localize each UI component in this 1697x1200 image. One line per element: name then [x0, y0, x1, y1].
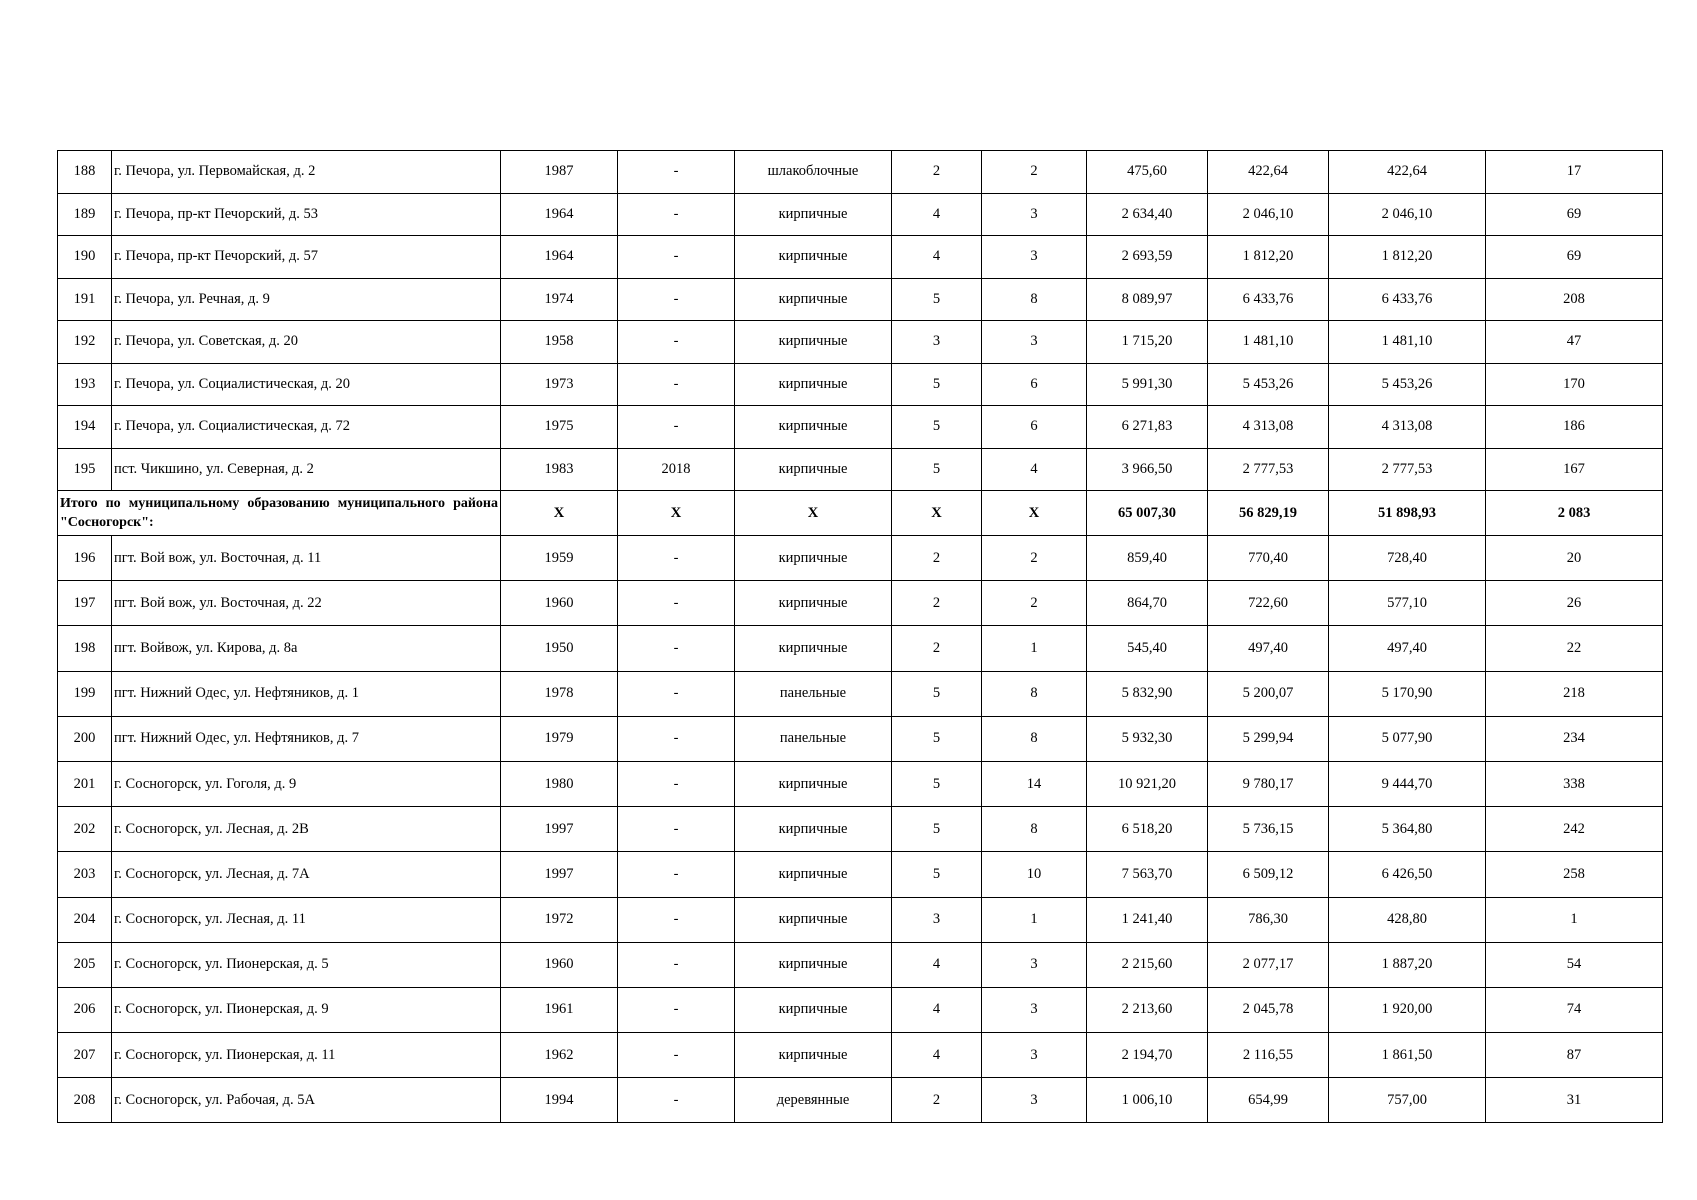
residential-area-cell: 722,60	[1208, 581, 1329, 626]
residents-cell: 20	[1486, 536, 1663, 581]
renovation-year-cell: -	[618, 193, 735, 236]
entrances-cell: 3	[982, 1078, 1087, 1123]
wall-material-cell: кирпичные	[735, 626, 892, 671]
entrances-cell: 6	[982, 363, 1087, 406]
residential-area-cell: 2 046,10	[1208, 193, 1329, 236]
renovation-year-cell: -	[618, 987, 735, 1032]
renovation-year-cell: -	[618, 897, 735, 942]
renovation-year-cell: -	[618, 1078, 735, 1123]
table-body-section-1	[58, 151, 1663, 491]
entrances-cell: 4	[982, 448, 1087, 491]
year-built-cell: 1997	[501, 852, 618, 897]
address-cell: г. Сосногорск, ул. Пионерская, д. 11	[112, 1033, 501, 1078]
year-built-cell: 1997	[501, 807, 618, 852]
table-row	[58, 761, 1663, 806]
residents-cell: 208	[1486, 278, 1663, 321]
renovation-year-cell: -	[618, 536, 735, 581]
residential-area-cell: 9 780,17	[1208, 761, 1329, 806]
address-cell: г. Печора, ул. Социалистическая, д. 72	[112, 406, 501, 449]
floors-cell: 4	[892, 987, 982, 1032]
floors-cell: 5	[892, 807, 982, 852]
private-area-cell: 5 364,80	[1329, 807, 1486, 852]
total-area-cell: 864,70	[1087, 581, 1208, 626]
entrances-cell: 3	[982, 321, 1087, 364]
table-row	[58, 278, 1663, 321]
entrances-cell: 3	[982, 1033, 1087, 1078]
renovation-year-cell: -	[618, 1033, 735, 1078]
total-area-cell: 3 966,50	[1087, 448, 1208, 491]
address-cell: пгт. Войвож, ул. Кирова, д. 8а	[112, 626, 501, 671]
residents-cell: 186	[1486, 406, 1663, 449]
total-area-cell: 1 006,10	[1087, 1078, 1208, 1123]
floors-cell: 4	[892, 236, 982, 279]
row-number: 197	[58, 581, 112, 626]
row-number: 190	[58, 236, 112, 279]
residents-cell: 47	[1486, 321, 1663, 364]
row-number: 196	[58, 536, 112, 581]
residents-cell: 167	[1486, 448, 1663, 491]
renovation-year-cell: -	[618, 716, 735, 761]
residents-cell: 74	[1486, 987, 1663, 1032]
renovation-year-cell: -	[618, 321, 735, 364]
address-cell: г. Сосногорск, ул. Рабочая, д. 5А	[112, 1078, 501, 1123]
entrances-cell: 8	[982, 671, 1087, 716]
renovation-year-cell: 2018	[618, 448, 735, 491]
entrances-cell: 3	[982, 987, 1087, 1032]
total-row	[58, 491, 1663, 536]
renovation-year-cell: -	[618, 581, 735, 626]
renovation-year-cell: -	[618, 151, 735, 194]
wall-material-cell: кирпичные	[735, 363, 892, 406]
row-number: 191	[58, 278, 112, 321]
total-area-cell: 6 518,20	[1087, 807, 1208, 852]
floors-cell: 4	[892, 193, 982, 236]
residents-cell: 234	[1486, 716, 1663, 761]
total-area-cell: 1 241,40	[1087, 897, 1208, 942]
table-row	[58, 626, 1663, 671]
residents-cell: 338	[1486, 761, 1663, 806]
total-residents: 2 083	[1486, 491, 1663, 536]
residents-cell: 69	[1486, 193, 1663, 236]
residents-cell: 17	[1486, 151, 1663, 194]
wall-material-cell: кирпичные	[735, 536, 892, 581]
row-number: 202	[58, 807, 112, 852]
private-area-cell: 497,40	[1329, 626, 1486, 671]
entrances-cell: 1	[982, 626, 1087, 671]
row-number: 194	[58, 406, 112, 449]
entrances-cell: 8	[982, 716, 1087, 761]
table-row	[58, 1033, 1663, 1078]
total-area-cell: 10 921,20	[1087, 761, 1208, 806]
wall-material-cell: кирпичные	[735, 321, 892, 364]
row-number: 201	[58, 761, 112, 806]
total-area-cell: 475,60	[1087, 151, 1208, 194]
private-area-cell: 2 777,53	[1329, 448, 1486, 491]
wall-material-cell: панельные	[735, 671, 892, 716]
table-row	[58, 581, 1663, 626]
entrances-cell: 3	[982, 193, 1087, 236]
residential-area-cell: 786,30	[1208, 897, 1329, 942]
row-number: 204	[58, 897, 112, 942]
total-area-total: 65 007,30	[1087, 491, 1208, 536]
table-body-section-2	[58, 536, 1663, 1123]
total-label: Итого по муниципальному образованию муниципального района "Сосногорск":	[58, 491, 501, 536]
renovation-year-cell: -	[618, 942, 735, 987]
address-cell: пгт. Нижний Одес, ул. Нефтяников, д. 7	[112, 716, 501, 761]
total-area-cell: 5 832,90	[1087, 671, 1208, 716]
year-built-cell: 1960	[501, 581, 618, 626]
entrances-cell: 3	[982, 236, 1087, 279]
renovation-year-cell: -	[618, 236, 735, 279]
entrances-cell: 2	[982, 151, 1087, 194]
residential-area-cell: 1 812,20	[1208, 236, 1329, 279]
entrances-cell: 10	[982, 852, 1087, 897]
floors-cell: 5	[892, 406, 982, 449]
row-number: 208	[58, 1078, 112, 1123]
total-area-cell: 6 271,83	[1087, 406, 1208, 449]
total-year: X	[501, 491, 618, 536]
year-built-cell: 1983	[501, 448, 618, 491]
year-built-cell: 1959	[501, 536, 618, 581]
total-area-cell: 2 213,60	[1087, 987, 1208, 1032]
floors-cell: 5	[892, 363, 982, 406]
private-area-cell: 422,64	[1329, 151, 1486, 194]
private-area-cell: 577,10	[1329, 581, 1486, 626]
wall-material-cell: кирпичные	[735, 193, 892, 236]
address-cell: г. Печора, пр-кт Печорский, д. 53	[112, 193, 501, 236]
floors-cell: 5	[892, 671, 982, 716]
wall-material-cell: панельные	[735, 716, 892, 761]
residents-cell: 258	[1486, 852, 1663, 897]
renovation-year-cell: -	[618, 671, 735, 716]
wall-material-cell: кирпичные	[735, 1033, 892, 1078]
address-cell: г. Сосногорск, ул. Гоголя, д. 9	[112, 761, 501, 806]
residents-cell: 69	[1486, 236, 1663, 279]
floors-cell: 5	[892, 852, 982, 897]
total-area-cell: 2 194,70	[1087, 1033, 1208, 1078]
row-number: 199	[58, 671, 112, 716]
residents-cell: 218	[1486, 671, 1663, 716]
residents-cell: 1	[1486, 897, 1663, 942]
address-cell: г. Сосногорск, ул. Лесная, д. 7А	[112, 852, 501, 897]
wall-material-cell: кирпичные	[735, 278, 892, 321]
residential-area-cell: 770,40	[1208, 536, 1329, 581]
housing-register-table	[57, 150, 1663, 1123]
floors-cell: 4	[892, 942, 982, 987]
residential-area-cell: 2 045,78	[1208, 987, 1329, 1032]
wall-material-cell: кирпичные	[735, 236, 892, 279]
year-built-cell: 1994	[501, 1078, 618, 1123]
total-area-private: 51 898,93	[1329, 491, 1486, 536]
table-row	[58, 671, 1663, 716]
floors-cell: 2	[892, 536, 982, 581]
private-area-cell: 5 170,90	[1329, 671, 1486, 716]
residential-area-cell: 6 509,12	[1208, 852, 1329, 897]
renovation-year-cell: -	[618, 761, 735, 806]
year-built-cell: 1961	[501, 987, 618, 1032]
floors-cell: 3	[892, 321, 982, 364]
row-number: 207	[58, 1033, 112, 1078]
table-row	[58, 363, 1663, 406]
wall-material-cell: кирпичные	[735, 761, 892, 806]
address-cell: пст. Чикшино, ул. Северная, д. 2	[112, 448, 501, 491]
floors-cell: 2	[892, 581, 982, 626]
residents-cell: 22	[1486, 626, 1663, 671]
renovation-year-cell: -	[618, 278, 735, 321]
wall-material-cell: кирпичные	[735, 807, 892, 852]
total-floors: X	[892, 491, 982, 536]
address-cell: пгт. Вой вож, ул. Восточная, д. 22	[112, 581, 501, 626]
table-row	[58, 1078, 1663, 1123]
renovation-year-cell: -	[618, 406, 735, 449]
residents-cell: 31	[1486, 1078, 1663, 1123]
address-cell: г. Печора, ул. Речная, д. 9	[112, 278, 501, 321]
private-area-cell: 9 444,70	[1329, 761, 1486, 806]
private-area-cell: 5 077,90	[1329, 716, 1486, 761]
entrances-cell: 14	[982, 761, 1087, 806]
year-built-cell: 1975	[501, 406, 618, 449]
year-built-cell: 1960	[501, 942, 618, 987]
wall-material-cell: кирпичные	[735, 897, 892, 942]
table-row	[58, 716, 1663, 761]
table-row	[58, 193, 1663, 236]
wall-material-cell: кирпичные	[735, 581, 892, 626]
residential-area-cell: 5 453,26	[1208, 363, 1329, 406]
total-area-cell: 545,40	[1087, 626, 1208, 671]
entrances-cell: 1	[982, 897, 1087, 942]
row-number: 203	[58, 852, 112, 897]
table-row	[58, 321, 1663, 364]
renovation-year-cell: -	[618, 363, 735, 406]
row-number: 192	[58, 321, 112, 364]
private-area-cell: 1 861,50	[1329, 1033, 1486, 1078]
year-built-cell: 1974	[501, 278, 618, 321]
year-built-cell: 1980	[501, 761, 618, 806]
entrances-cell: 2	[982, 581, 1087, 626]
total-renovation: X	[618, 491, 735, 536]
total-area-cell: 5 991,30	[1087, 363, 1208, 406]
year-built-cell: 1958	[501, 321, 618, 364]
wall-material-cell: кирпичные	[735, 942, 892, 987]
residential-area-cell: 5 200,07	[1208, 671, 1329, 716]
floors-cell: 2	[892, 151, 982, 194]
residential-area-cell: 6 433,76	[1208, 278, 1329, 321]
private-area-cell: 6 433,76	[1329, 278, 1486, 321]
residential-area-cell: 1 481,10	[1208, 321, 1329, 364]
total-area-cell: 859,40	[1087, 536, 1208, 581]
floors-cell: 3	[892, 897, 982, 942]
private-area-cell: 2 046,10	[1329, 193, 1486, 236]
residents-cell: 170	[1486, 363, 1663, 406]
wall-material-cell: кирпичные	[735, 406, 892, 449]
floors-cell: 2	[892, 626, 982, 671]
table-row	[58, 852, 1663, 897]
year-built-cell: 1972	[501, 897, 618, 942]
wall-material-cell: кирпичные	[735, 987, 892, 1032]
floors-cell: 5	[892, 448, 982, 491]
table-row	[58, 807, 1663, 852]
address-cell: пгт. Нижний Одес, ул. Нефтяников, д. 1	[112, 671, 501, 716]
residential-area-cell: 2 777,53	[1208, 448, 1329, 491]
private-area-cell: 1 481,10	[1329, 321, 1486, 364]
renovation-year-cell: -	[618, 626, 735, 671]
year-built-cell: 1987	[501, 151, 618, 194]
total-entrances: X	[982, 491, 1087, 536]
residents-cell: 87	[1486, 1033, 1663, 1078]
private-area-cell: 4 313,08	[1329, 406, 1486, 449]
address-cell: г. Сосногорск, ул. Пионерская, д. 5	[112, 942, 501, 987]
address-cell: г. Печора, пр-кт Печорский, д. 57	[112, 236, 501, 279]
table-row	[58, 897, 1663, 942]
private-area-cell: 5 453,26	[1329, 363, 1486, 406]
renovation-year-cell: -	[618, 852, 735, 897]
total-walls: X	[735, 491, 892, 536]
total-area-cell: 2 634,40	[1087, 193, 1208, 236]
residential-area-cell: 654,99	[1208, 1078, 1329, 1123]
year-built-cell: 1964	[501, 236, 618, 279]
wall-material-cell: шлакоблочные	[735, 151, 892, 194]
private-area-cell: 1 920,00	[1329, 987, 1486, 1032]
private-area-cell: 1 887,20	[1329, 942, 1486, 987]
table-row	[58, 448, 1663, 491]
floors-cell: 4	[892, 1033, 982, 1078]
entrances-cell: 3	[982, 942, 1087, 987]
address-cell: г. Печора, ул. Социалистическая, д. 20	[112, 363, 501, 406]
address-cell: г. Сосногорск, ул. Лесная, д. 11	[112, 897, 501, 942]
row-number: 198	[58, 626, 112, 671]
residential-area-cell: 5 299,94	[1208, 716, 1329, 761]
floors-cell: 5	[892, 278, 982, 321]
wall-material-cell: кирпичные	[735, 852, 892, 897]
residents-cell: 26	[1486, 581, 1663, 626]
private-area-cell: 6 426,50	[1329, 852, 1486, 897]
entrances-cell: 2	[982, 536, 1087, 581]
table-total-section	[58, 491, 1663, 536]
floors-cell: 5	[892, 761, 982, 806]
total-area-cell: 2 215,60	[1087, 942, 1208, 987]
residential-area-cell: 422,64	[1208, 151, 1329, 194]
total-area-cell: 8 089,97	[1087, 278, 1208, 321]
total-area-cell: 1 715,20	[1087, 321, 1208, 364]
private-area-cell: 428,80	[1329, 897, 1486, 942]
year-built-cell: 1973	[501, 363, 618, 406]
residential-area-cell: 2 077,17	[1208, 942, 1329, 987]
year-built-cell: 1979	[501, 716, 618, 761]
total-area-cell: 2 693,59	[1087, 236, 1208, 279]
residents-cell: 54	[1486, 942, 1663, 987]
total-area-residential: 56 829,19	[1208, 491, 1329, 536]
table-row	[58, 236, 1663, 279]
floors-cell: 5	[892, 716, 982, 761]
table-row	[58, 987, 1663, 1032]
year-built-cell: 1964	[501, 193, 618, 236]
residential-area-cell: 497,40	[1208, 626, 1329, 671]
total-area-cell: 5 932,30	[1087, 716, 1208, 761]
floors-cell: 2	[892, 1078, 982, 1123]
year-built-cell: 1950	[501, 626, 618, 671]
table-row	[58, 151, 1663, 194]
year-built-cell: 1962	[501, 1033, 618, 1078]
table-row	[58, 406, 1663, 449]
residential-area-cell: 2 116,55	[1208, 1033, 1329, 1078]
row-number: 205	[58, 942, 112, 987]
address-cell: г. Сосногорск, ул. Лесная, д. 2В	[112, 807, 501, 852]
private-area-cell: 1 812,20	[1329, 236, 1486, 279]
table-row	[58, 942, 1663, 987]
entrances-cell: 8	[982, 278, 1087, 321]
address-cell: г. Печора, ул. Советская, д. 20	[112, 321, 501, 364]
residential-area-cell: 4 313,08	[1208, 406, 1329, 449]
row-number: 193	[58, 363, 112, 406]
total-area-cell: 7 563,70	[1087, 852, 1208, 897]
address-cell: пгт. Вой вож, ул. Восточная, д. 11	[112, 536, 501, 581]
wall-material-cell: кирпичные	[735, 448, 892, 491]
residential-area-cell: 5 736,15	[1208, 807, 1329, 852]
address-cell: г. Сосногорск, ул. Пионерская, д. 9	[112, 987, 501, 1032]
renovation-year-cell: -	[618, 807, 735, 852]
row-number: 195	[58, 448, 112, 491]
row-number: 206	[58, 987, 112, 1032]
residents-cell: 242	[1486, 807, 1663, 852]
entrances-cell: 8	[982, 807, 1087, 852]
row-number: 188	[58, 151, 112, 194]
row-number: 189	[58, 193, 112, 236]
private-area-cell: 728,40	[1329, 536, 1486, 581]
address-cell: г. Печора, ул. Первомайская, д. 2	[112, 151, 501, 194]
wall-material-cell: деревянные	[735, 1078, 892, 1123]
year-built-cell: 1978	[501, 671, 618, 716]
private-area-cell: 757,00	[1329, 1078, 1486, 1123]
entrances-cell: 6	[982, 406, 1087, 449]
table-row	[58, 536, 1663, 581]
row-number: 200	[58, 716, 112, 761]
